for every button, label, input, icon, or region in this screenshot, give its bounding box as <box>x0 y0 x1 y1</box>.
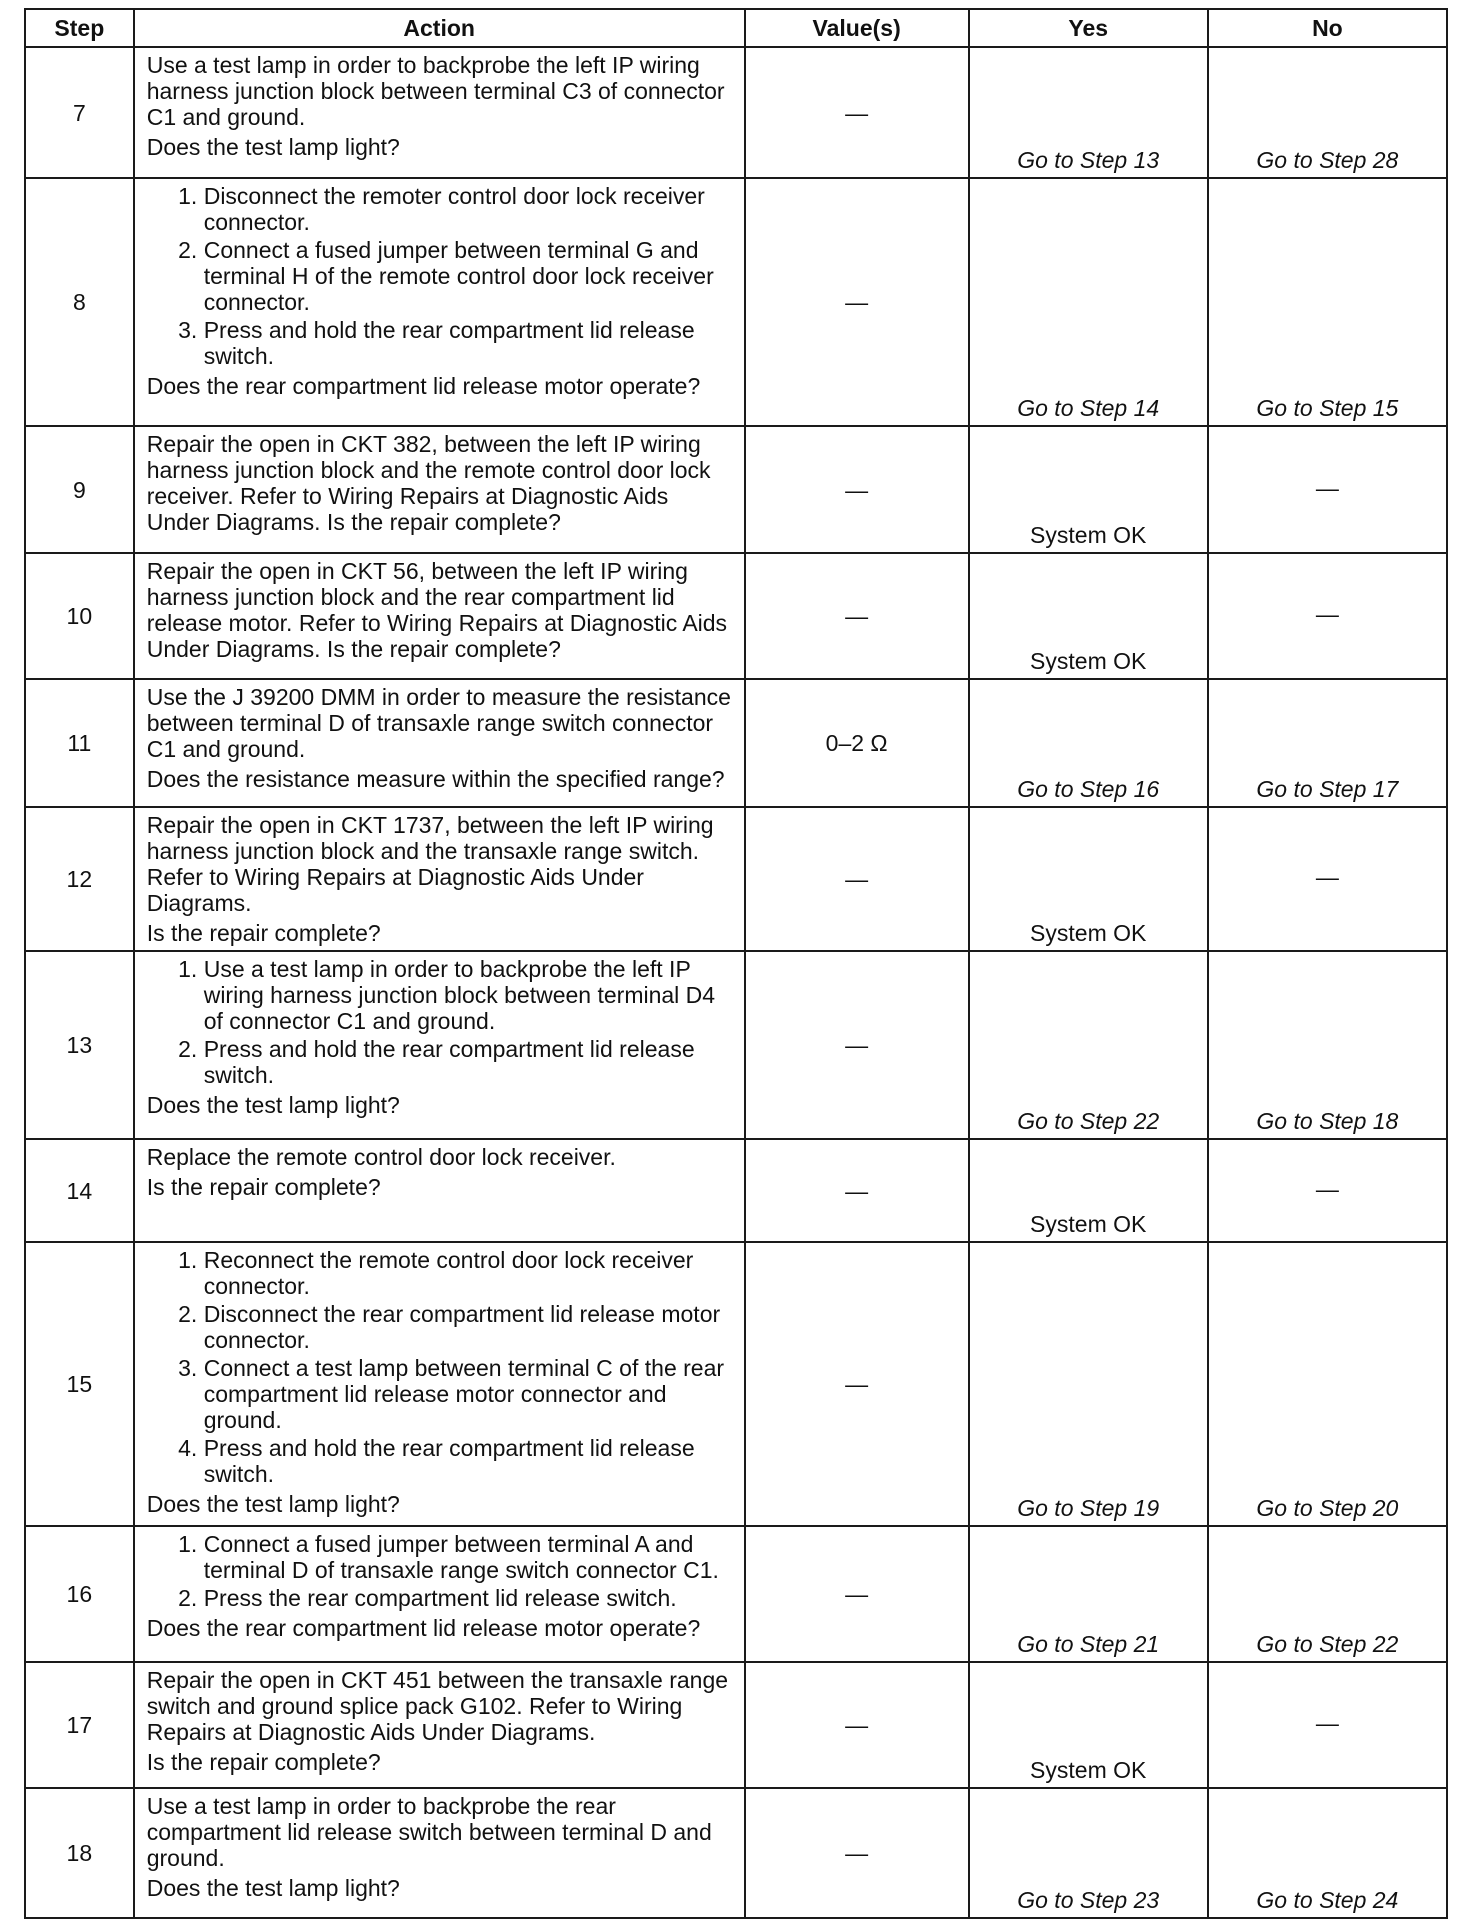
step-number: 16 <box>25 1526 134 1662</box>
action-cell <box>134 1526 745 1662</box>
action-text: Use a test lamp in order to backprobe the rear compartment lid release switch between terminal D and ground. <box>146 1793 712 1871</box>
step-number: 11 <box>25 679 134 807</box>
header-step: Step <box>25 9 134 47</box>
action-question: Does the rear compartment lid release motor operate? <box>146 373 701 399</box>
yes-cell: System OK <box>969 1139 1208 1242</box>
yes-cell: System OK <box>969 807 1208 951</box>
no-cell: Go to Step 22 <box>1208 1526 1447 1662</box>
value-cell: — <box>745 951 969 1139</box>
table-row <box>25 178 1447 426</box>
action-cell <box>134 47 745 178</box>
action-cell <box>134 951 745 1139</box>
action-question: Does the test lamp light? <box>146 1875 400 1901</box>
action-cell <box>134 426 745 553</box>
action-cell <box>134 1242 745 1526</box>
table-row <box>25 807 1447 951</box>
action-step-item: 1. Connect a fused jumper between terminal A and terminal D of transaxle range switch connector C1. <box>204 1531 736 1583</box>
table-row <box>25 1662 1447 1788</box>
action-cell <box>134 679 745 807</box>
value-cell: — <box>745 1139 969 1242</box>
value-cell: — <box>745 426 969 553</box>
header-yes: Yes <box>969 9 1208 47</box>
step-number: 18 <box>25 1788 134 1918</box>
value-cell: — <box>745 1242 969 1526</box>
action-question: Is the repair complete? <box>146 920 381 946</box>
yes-cell: Go to Step 14 <box>969 178 1208 426</box>
action-text: Repair the open in CKT 56, between the left IP wiring harness junction block and the rear compartment lid release motor. Refer to Wiring Repairs at Diagnostic Aids Under Diagrams. Is the repair complete? <box>146 558 728 662</box>
value-cell: — <box>745 807 969 951</box>
action-text: Use the J 39200 DMM in order to measure the resistance between terminal D of transaxle range switch connector C1 and ground. <box>146 684 731 762</box>
step-number: 14 <box>25 1139 134 1242</box>
action-step-item: 2. Disconnect the rear compartment lid release motor connector. <box>204 1301 736 1353</box>
header-row <box>25 9 1447 47</box>
no-cell: — <box>1208 426 1447 553</box>
yes-cell: Go to Step 19 <box>969 1242 1208 1526</box>
no-cell: — <box>1208 1139 1447 1242</box>
action-question: Does the rear compartment lid release motor operate? <box>146 1615 701 1641</box>
yes-cell: Go to Step 23 <box>969 1788 1208 1918</box>
action-steps-list <box>147 183 736 369</box>
action-step-item: 1. Reconnect the remote control door lock receiver connector. <box>204 1247 736 1299</box>
no-cell: Go to Step 24 <box>1208 1788 1447 1918</box>
action-cell <box>134 553 745 679</box>
yes-cell: Go to Step 22 <box>969 951 1208 1139</box>
table-row <box>25 679 1447 807</box>
action-step-item: 3. Connect a test lamp between terminal C of the rear compartment lid release motor connector and ground. <box>204 1355 736 1433</box>
action-question: Does the resistance measure within the specified range? <box>146 766 725 792</box>
value-cell: — <box>745 47 969 178</box>
header-values: Value(s) <box>745 9 969 47</box>
action-cell <box>134 807 745 951</box>
step-number: 17 <box>25 1662 134 1788</box>
table-row <box>25 1139 1447 1242</box>
action-text: Repair the open in CKT 1737, between the left IP wiring harness junction block and the transaxle range switch. Refer to Wiring Repairs at Diagnostic Aids Under Diagrams. <box>146 812 714 916</box>
action-cell <box>134 178 745 426</box>
step-number: 8 <box>25 178 134 426</box>
no-cell: Go to Step 15 <box>1208 178 1447 426</box>
step-number: 9 <box>25 426 134 553</box>
value-cell: — <box>745 553 969 679</box>
table-row <box>25 47 1447 178</box>
action-cell <box>134 1139 745 1242</box>
table-row <box>25 553 1447 679</box>
no-cell: Go to Step 28 <box>1208 47 1447 178</box>
value-cell: — <box>745 178 969 426</box>
action-step-item: 2. Press and hold the rear compartment lid release switch. <box>204 1036 736 1088</box>
no-cell: — <box>1208 807 1447 951</box>
action-question: Is the repair complete? <box>146 1174 381 1200</box>
action-text: Use a test lamp in order to backprobe the left IP wiring harness junction block between terminal C3 of connector C1 and ground. <box>146 52 725 130</box>
action-cell <box>134 1662 745 1788</box>
step-number: 12 <box>25 807 134 951</box>
action-question: Does the test lamp light? <box>146 134 400 160</box>
no-cell: — <box>1208 553 1447 679</box>
step-number: 10 <box>25 553 134 679</box>
action-step-item: 1. Use a test lamp in order to backprobe the left IP wiring harness junction block between terminal D4 of connector C1 and ground. <box>204 956 736 1034</box>
header-action: Action <box>134 9 745 47</box>
action-steps-list <box>147 1247 736 1487</box>
no-cell: Go to Step 20 <box>1208 1242 1447 1526</box>
action-steps-list <box>147 1531 736 1611</box>
diagnostic-table <box>24 8 1448 1919</box>
table-row <box>25 1526 1447 1662</box>
step-number: 15 <box>25 1242 134 1526</box>
value-cell: — <box>745 1662 969 1788</box>
action-text: Replace the remote control door lock receiver. <box>146 1144 616 1170</box>
no-cell: Go to Step 17 <box>1208 679 1447 807</box>
yes-cell: Go to Step 16 <box>969 679 1208 807</box>
yes-cell: System OK <box>969 426 1208 553</box>
step-number: 13 <box>25 951 134 1139</box>
action-step-item: 3. Press and hold the rear compartment lid release switch. <box>204 317 736 369</box>
table-row <box>25 426 1447 553</box>
no-cell: — <box>1208 1662 1447 1788</box>
yes-cell: Go to Step 13 <box>969 47 1208 178</box>
action-question: Does the test lamp light? <box>146 1491 400 1517</box>
action-question: Does the test lamp light? <box>146 1092 400 1118</box>
action-steps-list <box>147 956 736 1088</box>
value-cell: 0–2 Ω <box>745 679 969 807</box>
value-cell: — <box>745 1526 969 1662</box>
action-text: Repair the open in CKT 451 between the transaxle range switch and ground splice pack G102. Refer to Wiring Repairs at Diagnostic Aids Under Diagrams. <box>146 1667 729 1745</box>
yes-cell: System OK <box>969 553 1208 679</box>
step-number: 7 <box>25 47 134 178</box>
table-row <box>25 1242 1447 1526</box>
action-question: Is the repair complete? <box>146 1749 381 1775</box>
table-body <box>25 47 1447 1918</box>
table-row <box>25 1788 1447 1918</box>
value-cell: — <box>745 1788 969 1918</box>
action-cell <box>134 1788 745 1918</box>
yes-cell: Go to Step 21 <box>969 1526 1208 1662</box>
table-row <box>25 951 1447 1139</box>
action-text: Repair the open in CKT 382, between the left IP wiring harness junction block and the remote control door lock receiver. Refer to Wiring Repairs at Diagnostic Aids Under Diagrams. Is the repair complete? <box>146 431 711 535</box>
action-step-item: 1. Disconnect the remoter control door lock receiver connector. <box>204 183 736 235</box>
yes-cell: System OK <box>969 1662 1208 1788</box>
action-step-item: 2. Press the rear compartment lid release switch. <box>204 1585 736 1611</box>
header-no: No <box>1208 9 1447 47</box>
action-step-item: 4. Press and hold the rear compartment lid release switch. <box>204 1435 736 1487</box>
action-step-item: 2. Connect a fused jumper between terminal G and terminal H of the remote control door lock receiver connector. <box>204 237 736 315</box>
no-cell: Go to Step 18 <box>1208 951 1447 1139</box>
